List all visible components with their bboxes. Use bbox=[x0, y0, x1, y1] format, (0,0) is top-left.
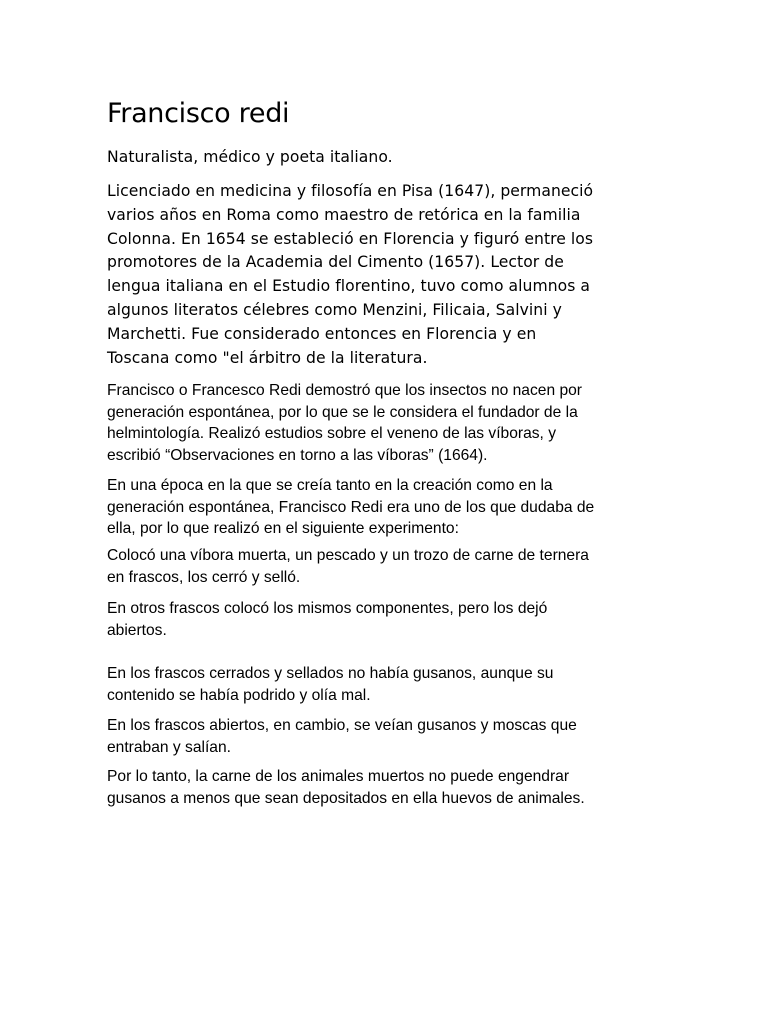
paragraph-line: contenido se había podrido y olía mal. bbox=[107, 686, 371, 704]
bio-line: algunos literatos célebres como Menzini, Filicaia, Salvini y bbox=[107, 300, 562, 319]
paragraph-line: helmintología. Realizó estudios sobre el veneno de las víboras, y bbox=[107, 425, 557, 442]
paragraph-line: En una época en la que se creía tanto en la creación como en la bbox=[107, 477, 553, 494]
paragraph-result-open bbox=[107, 715, 577, 758]
bio-paragraph bbox=[107, 180, 593, 370]
bio-line: varios años en Roma como maestro de retórica en la familia bbox=[107, 205, 581, 224]
paragraph-line: En otros frascos colocó los mismos componentes, pero los dejó bbox=[107, 600, 548, 617]
paragraph-line: En los frascos abiertos, en cambio, se veían gusanos y moscas que bbox=[107, 717, 577, 734]
bio-line: Licenciado en medicina y filosofía en Pisa (1647), permaneció bbox=[107, 182, 594, 200]
paragraph-line: ella, por lo que realizó en el siguiente experimento: bbox=[107, 520, 459, 537]
paragraph-line: abiertos. bbox=[107, 621, 167, 639]
bio-line: Marchetti. Fue considerado entonces en Florencia y en bbox=[107, 324, 537, 343]
paragraph-line: Por lo tanto, la carne de los animales muertos no puede engendrar bbox=[107, 768, 570, 785]
paragraph-spontaneous-generation bbox=[107, 475, 594, 540]
paragraph-line: generación espontánea, por lo que se le considera el fundador de la bbox=[107, 403, 578, 421]
paragraph-redi-insects bbox=[107, 380, 582, 466]
paragraph-line: Francisco o Francesco Redi demostró que los insectos no nacen por bbox=[107, 382, 582, 399]
bio-line: Colonna. En 1654 se estableció en Florencia y figuró entre los bbox=[107, 229, 594, 248]
paragraph-line: En los frascos cerrados y sellados no había gusanos, aunque su bbox=[107, 665, 554, 682]
paragraph-line: escribió “Observaciones en torno a las víboras” (1664). bbox=[107, 446, 488, 464]
bio-line: lengua italiana en el Estudio florentino, tuvo como alumnos a bbox=[107, 277, 591, 296]
paragraph-line: generación espontánea, Francisco Redi era uno de los que dudaba de bbox=[107, 498, 595, 516]
paragraph-experiment-closed bbox=[107, 545, 589, 588]
paragraph-line: Colocó una víbora muerta, un pescado y un trozo de carne de ternera bbox=[107, 547, 589, 564]
page-title: Francisco redi bbox=[107, 98, 290, 129]
paragraph-line: en frascos, los cerró y selló. bbox=[107, 568, 301, 586]
bio-line: promotores de la Academia del Cimento (1657). Lector de bbox=[107, 253, 564, 272]
paragraph-line: entraban y salían. bbox=[107, 738, 231, 756]
paragraph-experiment-open bbox=[107, 598, 547, 641]
paragraph-conclusion bbox=[107, 766, 585, 809]
bio-line: Toscana como "el árbitro de la literatura. bbox=[107, 348, 428, 367]
paragraph-line: gusanos a menos que sean depositados en ella huevos de animales. bbox=[107, 789, 585, 807]
subtitle: Naturalista, médico y poeta italiano. bbox=[107, 148, 393, 166]
paragraph-result-closed bbox=[107, 663, 553, 706]
